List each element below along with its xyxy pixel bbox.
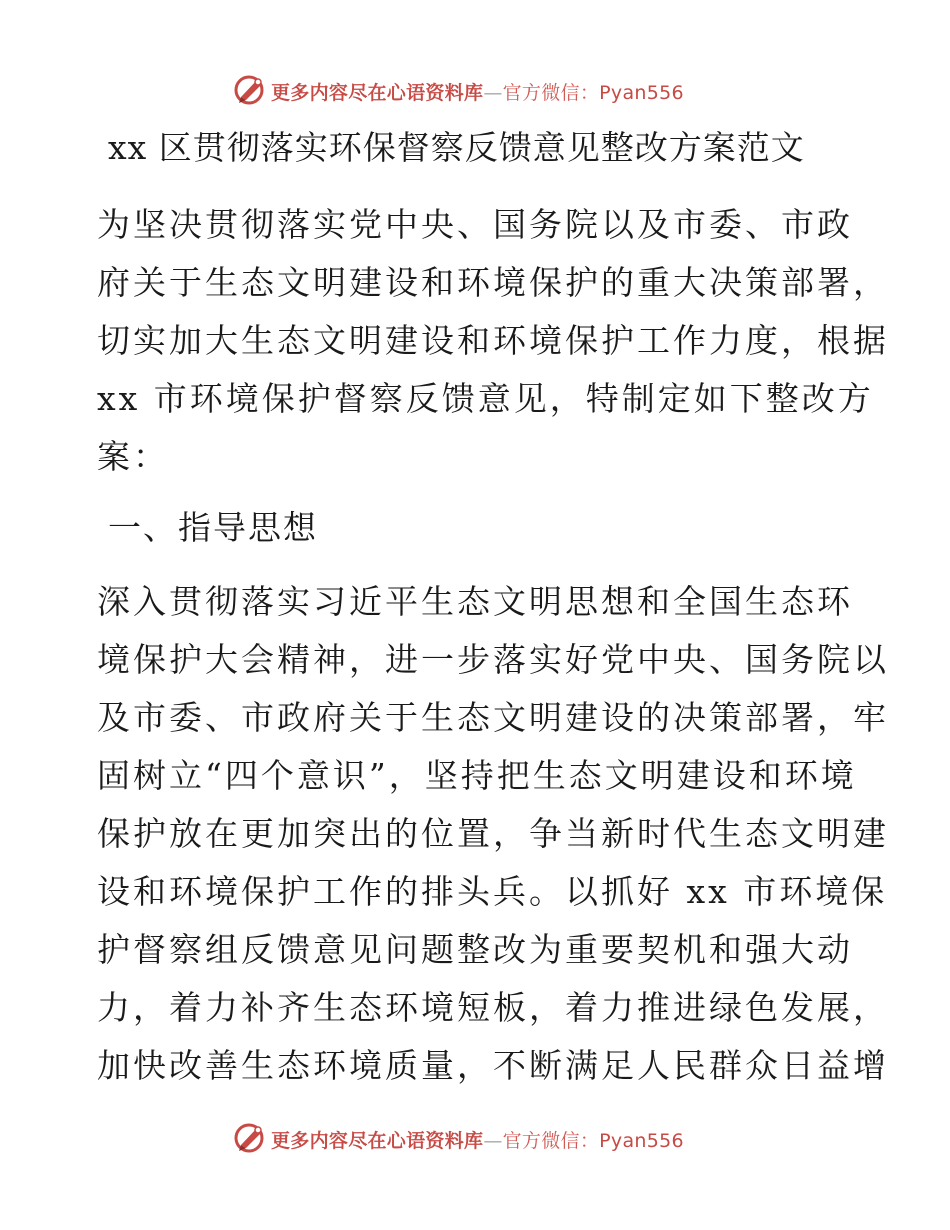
paragraph-line: 案： [97,437,169,476]
section-heading: 一、指导思想 [108,508,318,547]
banner-site-name: 更多内容尽在心语资料库 [271,82,484,104]
banner-wechat-id: Pyan556 [599,82,684,104]
banner-wechat-label: 官方微信： [502,1130,600,1152]
pen-logo-icon [232,72,268,108]
paragraph-line: 保护放在更加突出的位置，争当新时代生态文明建 [97,814,889,853]
banner-wechat-id: Pyan556 [599,1130,684,1152]
banner-dash: — [483,1130,503,1152]
footer-watermark-banner [0,1120,950,1160]
paragraph-line: 加快改善生态环境质量，不断满足人民群众日益增 [97,1046,889,1085]
banner-text [271,1126,684,1153]
paragraph-line: 设和环境保护工作的排头兵。以抓好 xx 市环境保 [97,872,888,911]
banner-text [271,78,684,105]
paragraph-line: 境保护大会精神，进一步落实好党中央、国务院以 [97,640,889,679]
paragraph-line: 力，着力补齐生态环境短板，着力推进绿色发展， [97,988,889,1027]
banner-dash: — [483,82,503,104]
paragraph-line: 固树立“四个意识”，坚持把生态文明建设和环境 [97,756,857,795]
pen-logo-icon [232,1120,268,1156]
banner-site-name: 更多内容尽在心语资料库 [271,1130,484,1152]
paragraph-line: 深入贯彻落实习近平生态文明思想和全国生态环 [97,582,853,621]
header-watermark-banner [0,72,950,112]
paragraph-line: 为坚决贯彻落实党中央、国务院以及市委、市政 [97,205,853,244]
paragraph-line: xx 市环境保护督察反馈意见，特制定如下整改方 [97,379,874,418]
banner-wechat-label: 官方微信： [502,82,600,104]
guiding-ideology-paragraph [97,573,889,1095]
paragraph-line: 府关于生态文明建设和环境保护的重大决策部署， [97,263,889,302]
paragraph-line: 及市委、市政府关于生态文明建设的决策部署，牢 [97,698,889,737]
paragraph-line: 护督察组反馈意见问题整改为重要契机和强大动 [97,930,853,969]
document-title: xx 区贯彻落实环保督察反馈意见整改方案范文 [108,128,805,167]
paragraph-line: 切实加大生态文明建设和环境保护工作力度，根据 [97,321,889,360]
intro-paragraph [97,196,889,486]
